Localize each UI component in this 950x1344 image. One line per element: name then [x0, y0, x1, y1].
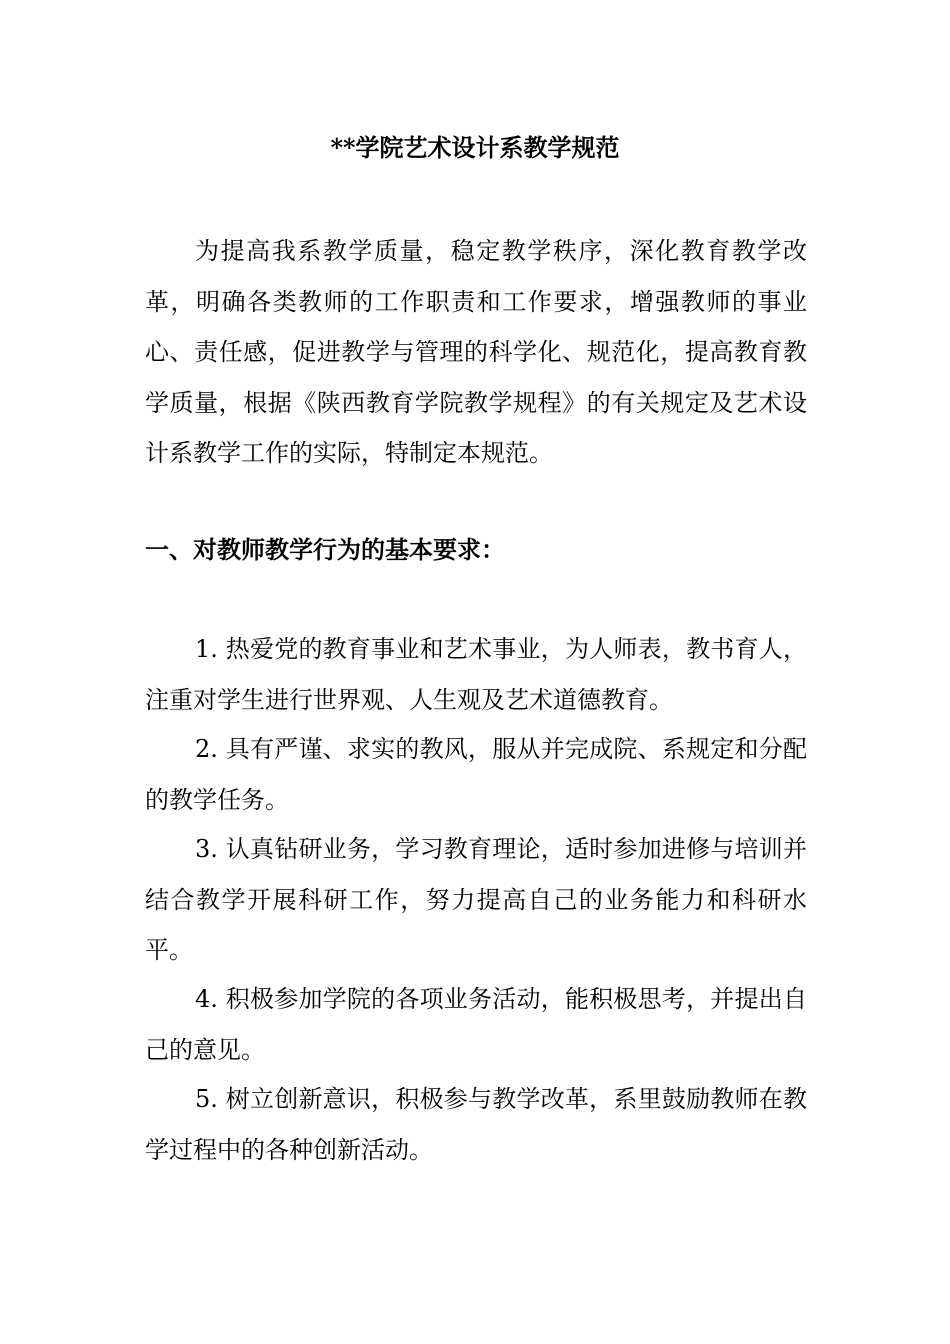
list-item: 3. 认真钻研业务，学习教育理论，适时参加进修与培训并结合教学开展科研工作，努力提高自己的业务能力和科研水平。 [145, 835, 807, 964]
list-item: 4. 积极参加学院的各项业务活动，能积极思考，并提出自己的意见。 [145, 985, 807, 1064]
list-item: 2. 具有严谨、求实的教风，服从并完成院、系规定和分配的教学任务。 [145, 735, 807, 814]
section-heading: 一、对教师教学行为的基本要求： [145, 535, 505, 564]
intro-paragraph: 为提高我系教学质量，稳定教学秩序，深化教育教学改革，明确各类教师的工作职责和工作要求，增强教师的事业心、责任感，促进教学与管理的科学化、规范化，提高教育教学质量，根据《陕西教育学院教学规程》的有关规定及艺术设计系教学工作的实际，特制定本规范。 [145, 237, 807, 467]
document-title: **学院艺术设计系教学规范 [330, 133, 620, 162]
list-item: 5. 树立创新意识，积极参与教学改革，系里鼓励教师在教学过程中的各种创新活动。 [145, 1085, 807, 1164]
list-item: 1. 热爱党的教育事业和艺术事业，为人师表，教书育人，注重对学生进行世界观、人生观及艺术道德教育。 [145, 635, 807, 714]
